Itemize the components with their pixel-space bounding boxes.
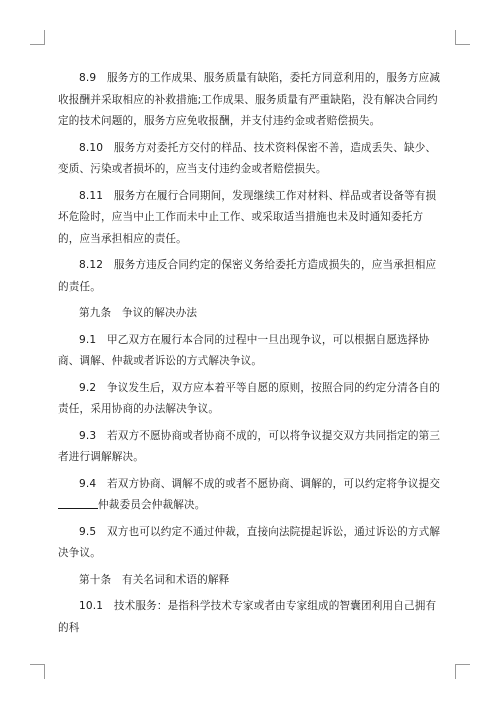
article-10-heading: 第十条 有关名词和术语的解释 [79,573,230,586]
fill-in-blank-continued [80,497,98,509]
crop-mark-bottom-left [30,664,45,679]
clause-8-9: 8.9 服务方的工作成果、服务质量有缺陷，委托方同意利用的，服务方应减收报酬并采取相应的补救措施;工作成果、服务质量有严重缺陷，没有解决合同约定的技术问题的，服务方应免收报酬，并支付违约金或者赔偿损失。 [58,72,441,127]
clause-8-10: 8.10 服务方对委托方交付的样品、技术资料保密不善，造成丢失、缺少、变质、污染或者损坏的，应当支付违约金或者赔偿损失。 [58,141,437,175]
crop-mark-top-left [30,30,45,45]
crop-mark-top-right [455,30,470,45]
clause-9-3: 9.3 若双方不愿协商或者协商不成的，可以将争议提交双方共同指定的第三者进行调解解决。 [58,429,441,463]
clause-10-1: 10.1 技术服务：是指科学技术专家或者由专家组成的智囊团利用自己拥有的科 [58,600,437,634]
clause-9-1: 9.1 甲乙双方在履行本合同的过程中一旦出现争议，可以根据自愿选择协商、调解、仲裁或者诉讼的方式解决争议。 [58,333,430,367]
fill-in-blank [58,497,80,509]
article-9-heading: 第九条 争议的解决办法 [79,307,198,319]
clause-9-4 [58,474,444,517]
clause-9-4-part-a: 9.4 若双方协商、调解不成的或者不愿协商、调解的，可以约定将争议提交 [79,477,441,490]
clause-9-2: 9.2 争议发生后，双方应本着平等自愿的原则，按照合同的约定分清各自的责任，采用协商的办法解决争议。 [58,381,441,415]
crop-mark-bottom-right [455,664,470,679]
clause-8-11: 8.11 服务方在履行合同期间，发现继续工作对材料、样品或者设备等有损坏危险时，应当中止工作而未中止工作、或采取适当措施也未及时通知委托方的，应当承担相应的责任。 [58,189,437,245]
clause-8-12: 8.12 服务方违反合同约定的保密义务给委托方造成损失的，应当承担相应的责任。 [58,259,437,293]
clause-9-5: 9.5 双方也可以约定不通过仲裁，直接向法院提起诉讼，通过诉讼的方式解决争议。 [58,525,441,559]
clause-9-4-part-b: 仲裁委员会仲裁解决。 [98,499,206,511]
document-body [58,68,444,644]
